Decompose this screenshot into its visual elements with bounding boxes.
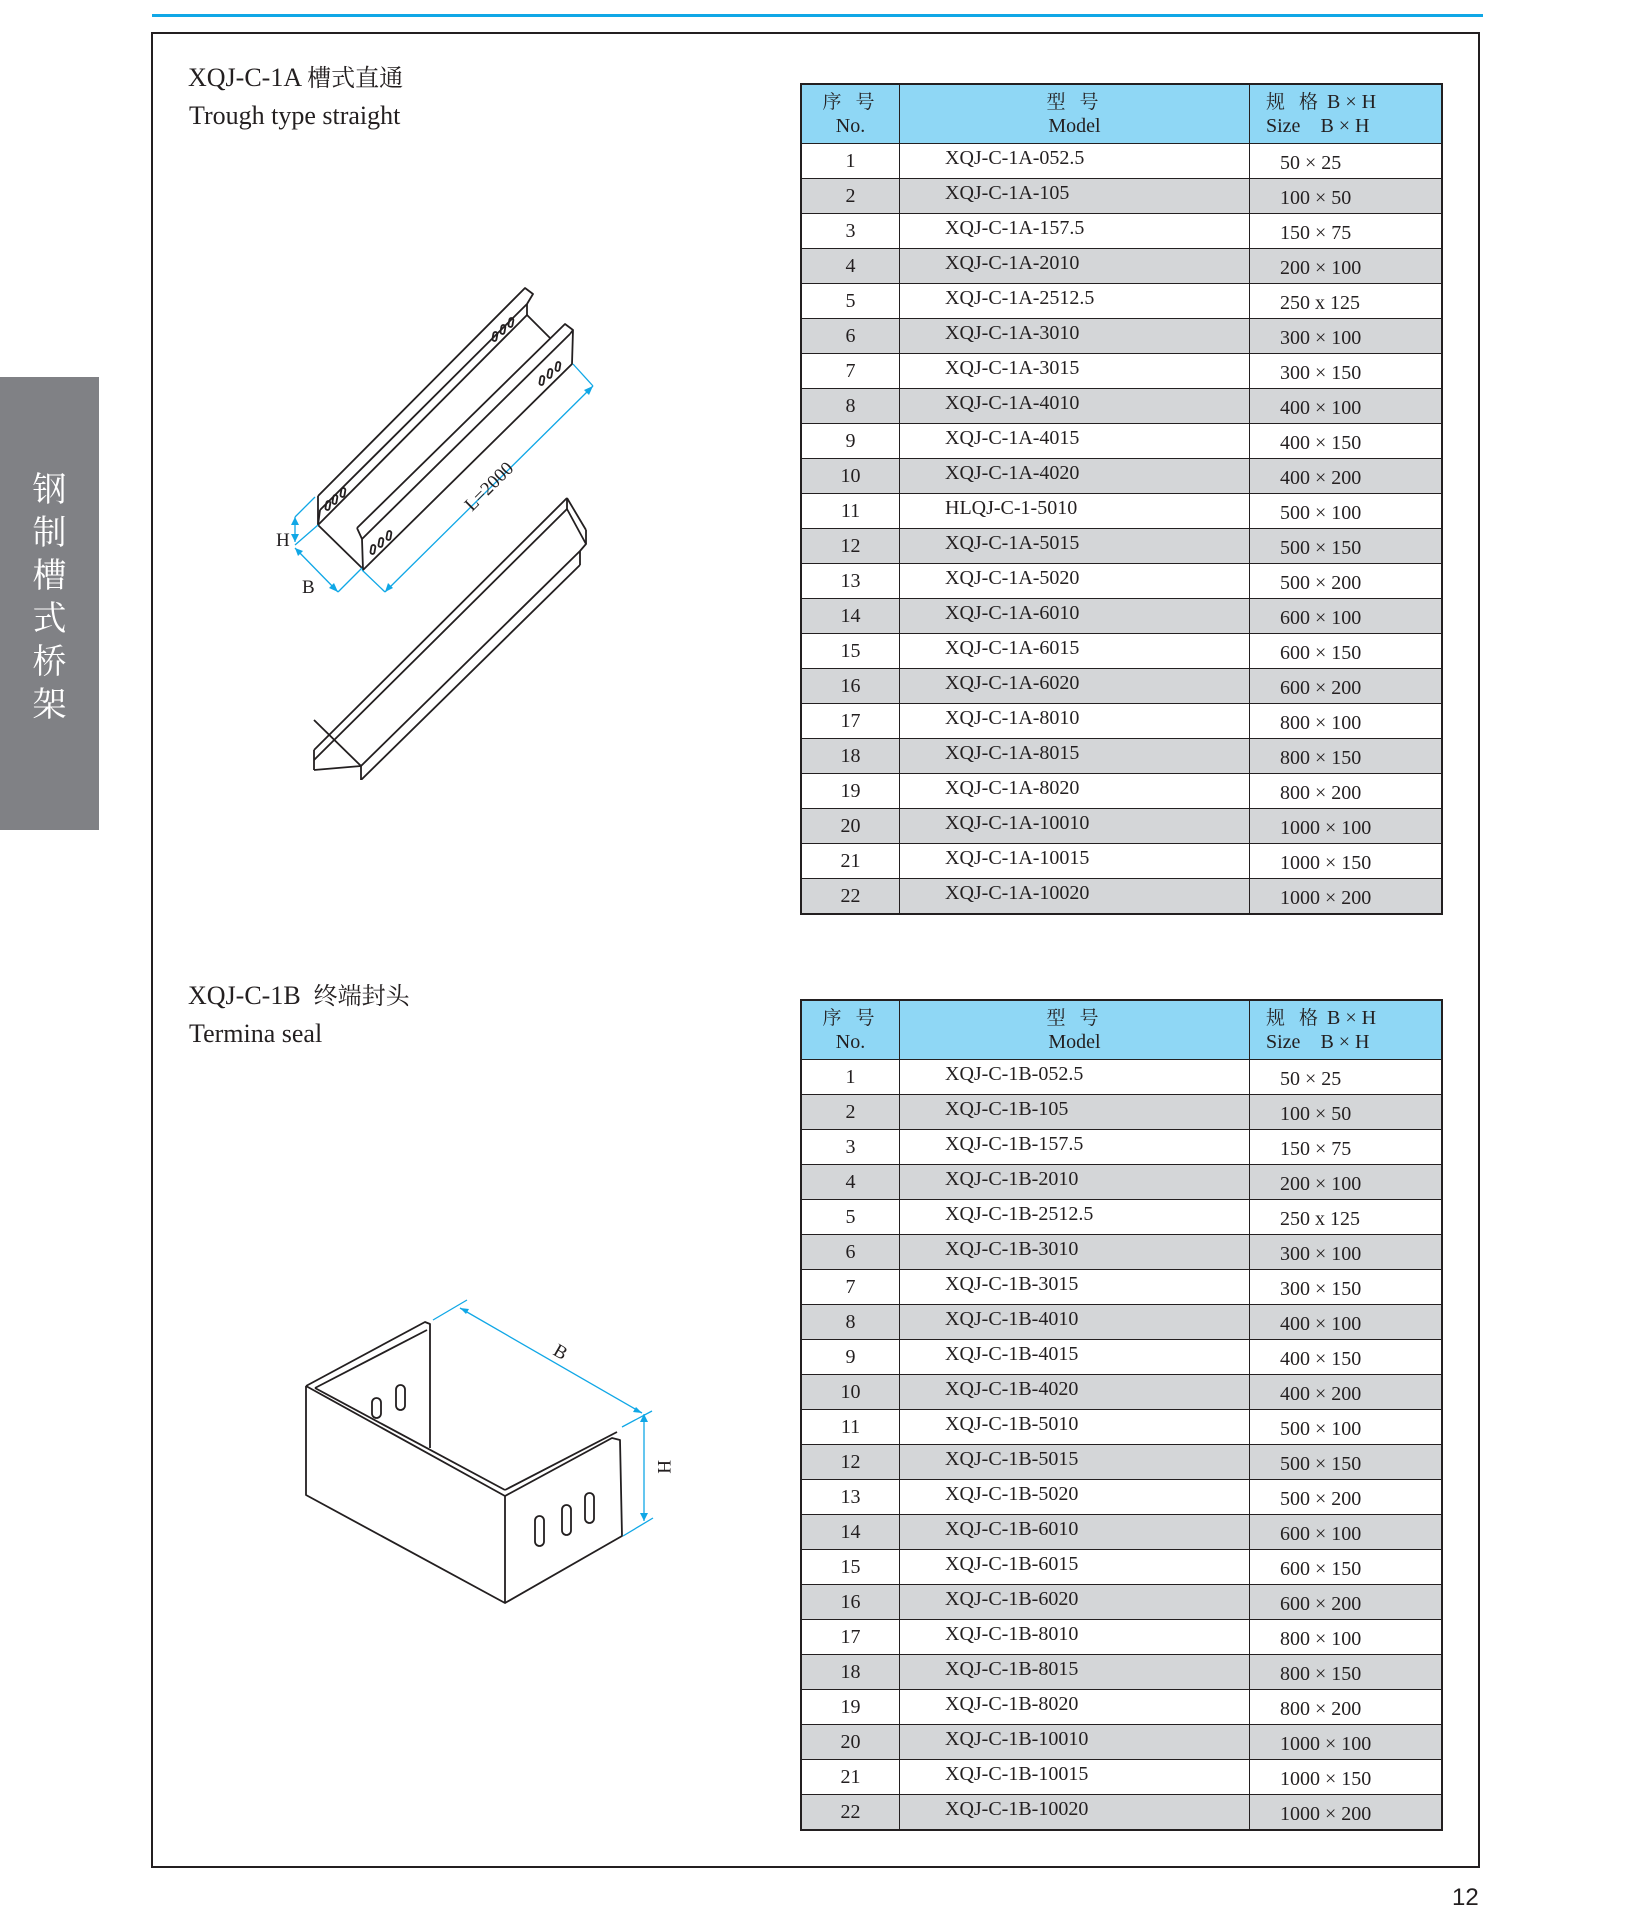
size-cell: 500 × 150 [1250,1445,1443,1480]
row-number: 15 [801,634,900,669]
size-cell: 300 × 100 [1250,319,1443,354]
model-cell: XQJ-C-1A-3010 [900,319,1250,354]
row-number: 15 [801,1550,900,1585]
table-row [801,459,1442,494]
width-label: B [549,1340,571,1365]
size-cell: 500 × 150 [1250,529,1443,564]
side-tab-char: 式 [32,599,67,639]
row-number: 19 [801,1690,900,1725]
table-row [801,179,1442,214]
model-cell: XQJ-C-1A-8010 [900,704,1250,739]
model-cell: XQJ-C-1B-2010 [900,1165,1250,1200]
table-row [801,704,1442,739]
model-cell: XQJ-C-1A-10010 [900,809,1250,844]
model-cell: XQJ-C-1B-10020 [900,1795,1250,1831]
size-cell: 250 x 125 [1250,284,1443,319]
table-row [801,319,1442,354]
model-cell: XQJ-C-1A-8020 [900,774,1250,809]
model-cell: XQJ-C-1B-3015 [900,1270,1250,1305]
model-cell: XQJ-C-1B-4010 [900,1305,1250,1340]
col-size: 规 格 B × H Size B × H [1250,84,1443,144]
row-number: 13 [801,564,900,599]
row-number: 5 [801,284,900,319]
table-row [801,1655,1442,1690]
model-cell: XQJ-C-1B-3010 [900,1235,1250,1270]
table-row [801,214,1442,249]
table-row [801,1760,1442,1795]
model-cell: XQJ-C-1B-2512.5 [900,1200,1250,1235]
table-row [801,1060,1442,1095]
model-cell: XQJ-C-1B-10010 [900,1725,1250,1760]
model-cell: XQJ-C-1A-10020 [900,879,1250,915]
table-row [801,284,1442,319]
table-row [801,389,1442,424]
spec-table-1a [800,83,1443,915]
row-number: 6 [801,319,900,354]
size-cell: 600 × 150 [1250,1550,1443,1585]
model-cell: XQJ-C-1A-4010 [900,389,1250,424]
table-header-row [801,1000,1442,1060]
spec-table-1b [800,999,1443,1831]
model-cell: XQJ-C-1B-5015 [900,1445,1250,1480]
table-row [801,249,1442,284]
row-number: 18 [801,1655,900,1690]
table-row [801,809,1442,844]
row-number: 8 [801,389,900,424]
row-number: 17 [801,704,900,739]
model-cell: XQJ-C-1A-3015 [900,354,1250,389]
size-cell: 600 × 100 [1250,599,1443,634]
row-number: 10 [801,459,900,494]
model-cell: XQJ-C-1A-10015 [900,844,1250,879]
size-cell: 800 × 100 [1250,704,1443,739]
table-row [801,1305,1442,1340]
row-number: 11 [801,1410,900,1445]
size-cell: 1000 × 150 [1250,844,1443,879]
side-tab-label [0,469,99,727]
model-cell: XQJ-C-1A-6020 [900,669,1250,704]
table-row [801,1165,1442,1200]
side-tab-char: 钢 [32,470,67,510]
row-number: 17 [801,1620,900,1655]
model-cell: XQJ-C-1A-6010 [900,599,1250,634]
size-cell: 400 × 200 [1250,1375,1443,1410]
col-model: 型 号 Model [900,1000,1250,1060]
section2-title-en: Termina seal [189,1019,323,1048]
side-tab-char: 桥 [32,642,67,682]
row-number: 14 [801,1515,900,1550]
trough-straight-drawing [260,280,640,780]
row-number: 3 [801,214,900,249]
table-row [801,1375,1442,1410]
row-number: 11 [801,494,900,529]
table-row [801,1515,1442,1550]
size-cell: 800 × 150 [1250,739,1443,774]
model-cell: XQJ-C-1A-052.5 [900,144,1250,179]
page-number: 12 [1452,1884,1479,1911]
side-tab-char: 架 [32,685,67,725]
table-row [801,424,1442,459]
size-cell: 600 × 150 [1250,634,1443,669]
size-cell: 600 × 200 [1250,1585,1443,1620]
model-cell: XQJ-C-1A-105 [900,179,1250,214]
row-number: 12 [801,1445,900,1480]
terminal-seal-drawing [290,1290,690,1630]
model-cell: XQJ-C-1B-6020 [900,1585,1250,1620]
height-label: H [276,530,290,551]
col-size: 规 格 B × H Size B × H [1250,1000,1443,1060]
table-row [801,1130,1442,1165]
size-cell: 300 × 100 [1250,1235,1443,1270]
size-cell: 150 × 75 [1250,214,1443,249]
row-number: 4 [801,1165,900,1200]
size-cell: 800 × 200 [1250,1690,1443,1725]
size-cell: 500 × 100 [1250,1410,1443,1445]
table-row [801,1725,1442,1760]
col-no: 序 号 No. [801,1000,900,1060]
side-tab [0,377,99,830]
width-label: B [302,577,315,598]
model-cell: XQJ-C-1B-4020 [900,1375,1250,1410]
size-cell: 1000 × 200 [1250,1795,1443,1831]
table-row [801,1410,1442,1445]
table-row [801,1445,1442,1480]
size-cell: 200 × 100 [1250,1165,1443,1200]
model-cell: XQJ-C-1B-052.5 [900,1060,1250,1095]
table-row [801,1235,1442,1270]
side-tab-char: 槽 [32,556,67,596]
model-cell: XQJ-C-1A-4020 [900,459,1250,494]
row-number: 6 [801,1235,900,1270]
table-row [801,1690,1442,1725]
row-number: 21 [801,844,900,879]
size-cell: 100 × 50 [1250,179,1443,214]
model-cell: XQJ-C-1B-157.5 [900,1130,1250,1165]
size-cell: 400 × 200 [1250,459,1443,494]
row-number: 21 [801,1760,900,1795]
model-cell: XQJ-C-1B-8010 [900,1620,1250,1655]
col-no: 序 号 No. [801,84,900,144]
model-cell: XQJ-C-1A-5015 [900,529,1250,564]
size-cell: 300 × 150 [1250,1270,1443,1305]
table-row [801,599,1442,634]
model-cell: HLQJ-C-1-5010 [900,494,1250,529]
length-label: L=2000 [460,458,519,516]
table-row [801,879,1442,915]
row-number: 22 [801,879,900,915]
height-label: H [653,1460,674,1474]
table-row [801,529,1442,564]
size-cell: 1000 × 100 [1250,1725,1443,1760]
model-cell: XQJ-C-1B-6010 [900,1515,1250,1550]
row-number: 16 [801,669,900,704]
row-number: 5 [801,1200,900,1235]
section1-title-cn: 槽式直通 [307,64,404,92]
row-number: 20 [801,1725,900,1760]
table-row [801,774,1442,809]
row-number: 1 [801,144,900,179]
model-cell: XQJ-C-1B-4015 [900,1340,1250,1375]
top-rule [152,14,1483,17]
row-number: 12 [801,529,900,564]
size-cell: 400 × 150 [1250,424,1443,459]
section2-code: XQJ-C-1B [188,981,301,1010]
size-cell: 100 × 50 [1250,1095,1443,1130]
row-number: 9 [801,1340,900,1375]
size-cell: 1000 × 100 [1250,809,1443,844]
row-number: 16 [801,1585,900,1620]
table-row [801,1795,1442,1831]
col-model: 型 号 Model [900,84,1250,144]
row-number: 1 [801,1060,900,1095]
row-number: 22 [801,1795,900,1831]
size-cell: 500 × 200 [1250,564,1443,599]
size-cell: 250 x 125 [1250,1200,1443,1235]
table-row [801,354,1442,389]
table-row [801,1620,1442,1655]
size-cell: 400 × 100 [1250,389,1443,424]
size-cell: 1000 × 200 [1250,879,1443,915]
size-cell: 1000 × 150 [1250,1760,1443,1795]
table-row [801,1200,1442,1235]
model-cell: XQJ-C-1B-5010 [900,1410,1250,1445]
table-row [801,1480,1442,1515]
size-cell: 800 × 150 [1250,1655,1443,1690]
model-cell: XQJ-C-1A-2010 [900,249,1250,284]
model-cell: XQJ-C-1A-2512.5 [900,284,1250,319]
row-number: 18 [801,739,900,774]
row-number: 3 [801,1130,900,1165]
model-cell: XQJ-C-1A-157.5 [900,214,1250,249]
row-number: 20 [801,809,900,844]
size-cell: 800 × 100 [1250,1620,1443,1655]
row-number: 9 [801,424,900,459]
row-number: 10 [801,1375,900,1410]
table-row [801,1270,1442,1305]
size-cell: 300 × 150 [1250,354,1443,389]
row-number: 13 [801,1480,900,1515]
size-cell: 200 × 100 [1250,249,1443,284]
section1-code: XQJ-C-1A [188,63,301,92]
model-cell: XQJ-C-1B-10015 [900,1760,1250,1795]
size-cell: 50 × 25 [1250,144,1443,179]
size-cell: 600 × 100 [1250,1515,1443,1550]
row-number: 7 [801,1270,900,1305]
section2-title [188,980,410,1012]
table-row [801,739,1442,774]
model-cell: XQJ-C-1B-8020 [900,1690,1250,1725]
model-cell: XQJ-C-1A-8015 [900,739,1250,774]
table-row [801,564,1442,599]
size-cell: 500 × 200 [1250,1480,1443,1515]
row-number: 2 [801,179,900,214]
model-cell: XQJ-C-1B-5020 [900,1480,1250,1515]
row-number: 8 [801,1305,900,1340]
size-cell: 50 × 25 [1250,1060,1443,1095]
table-row [801,669,1442,704]
table-row [801,1340,1442,1375]
size-cell: 800 × 200 [1250,774,1443,809]
size-cell: 500 × 100 [1250,494,1443,529]
row-number: 4 [801,249,900,284]
table-row [801,1585,1442,1620]
row-number: 19 [801,774,900,809]
table-row [801,1550,1442,1585]
table-row [801,634,1442,669]
model-cell: XQJ-C-1B-105 [900,1095,1250,1130]
model-cell: XQJ-C-1B-6015 [900,1550,1250,1585]
size-cell: 400 × 100 [1250,1305,1443,1340]
model-cell: XQJ-C-1A-5020 [900,564,1250,599]
model-cell: XQJ-C-1A-6015 [900,634,1250,669]
row-number: 7 [801,354,900,389]
size-cell: 400 × 150 [1250,1340,1443,1375]
table-row [801,144,1442,179]
model-cell: XQJ-C-1B-8015 [900,1655,1250,1690]
size-cell: 600 × 200 [1250,669,1443,704]
section2-title-cn: 终端封头 [313,982,410,1010]
section1-title-en: Trough type straight [189,101,401,130]
section1-title [188,62,403,94]
table-row [801,1095,1442,1130]
row-number: 2 [801,1095,900,1130]
table-row [801,844,1442,879]
table-header-row [801,84,1442,144]
side-tab-char: 制 [32,513,67,553]
model-cell: XQJ-C-1A-4015 [900,424,1250,459]
row-number: 14 [801,599,900,634]
size-cell: 150 × 75 [1250,1130,1443,1165]
table-row [801,494,1442,529]
